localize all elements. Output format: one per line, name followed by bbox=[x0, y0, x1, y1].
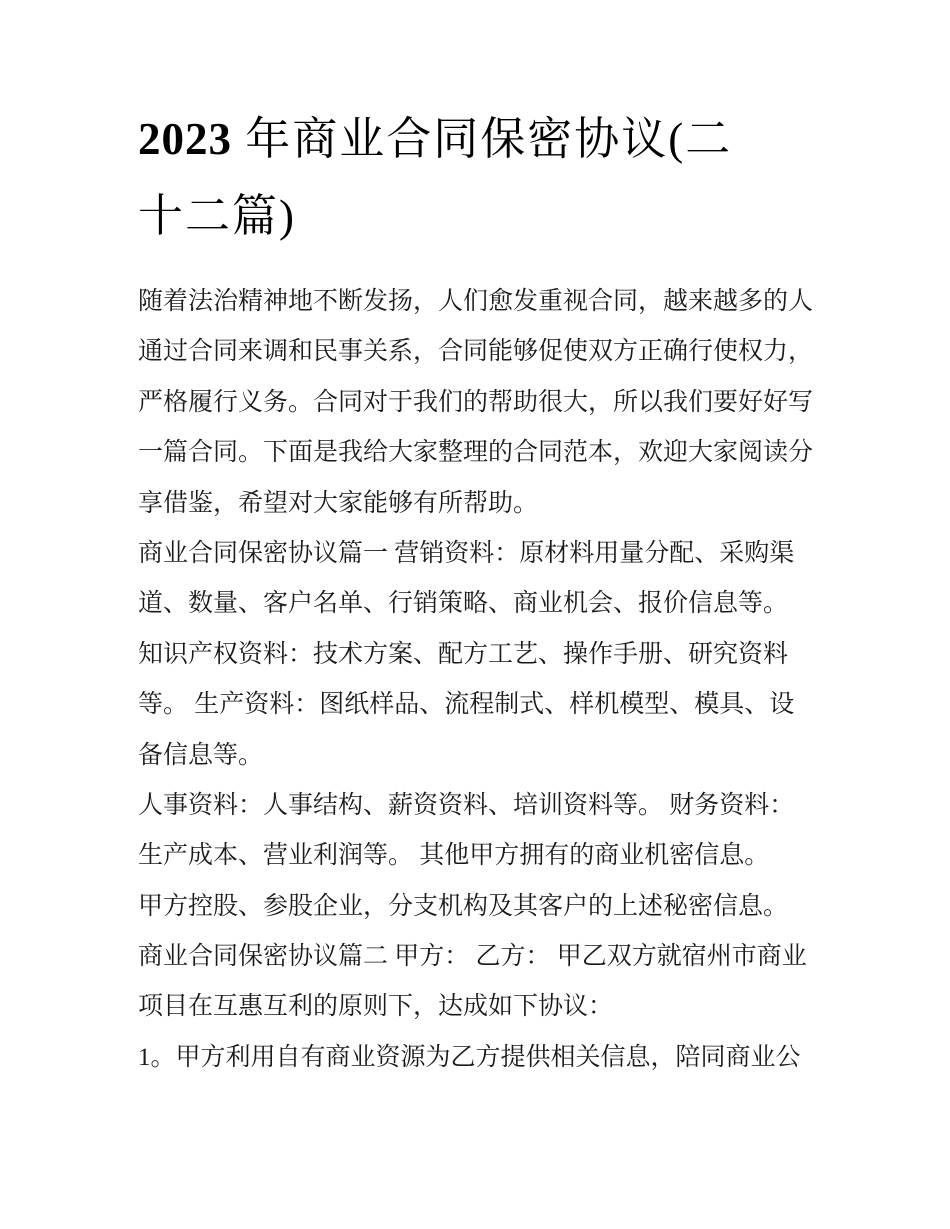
title-line-2: 十二篇) bbox=[138, 191, 296, 241]
body-line: 享借鉴，希望对大家能够有所帮助。 bbox=[138, 489, 539, 517]
body-line: 生产成本、营业利润等。 其他甲方拥有的商业机密信息。 bbox=[138, 842, 770, 870]
body-line: 商业合同保密协议篇一 营销资料：原材料用量分配、采购渠 bbox=[138, 539, 795, 567]
body-line: 1。甲方利用自有商业资源为乙方提供相关信息，陪同商业公 bbox=[138, 1043, 801, 1071]
body-line: 严格履行义务。合同对于我们的帮助很大，所以我们要好好写 bbox=[138, 388, 814, 416]
body-line: 甲方控股、参股企业，分支机构及其客户的上述秘密信息。 bbox=[138, 892, 789, 920]
title-year: 2023 bbox=[138, 114, 232, 164]
body-line: 备信息等。 bbox=[138, 741, 264, 769]
body-line: 等。 生产资料：图纸样品、流程制式、样机模型、模具、设 bbox=[138, 691, 795, 719]
body-line: 项目在互惠互利的原则下，达成如下协议： bbox=[138, 993, 614, 1021]
document-title bbox=[138, 101, 858, 255]
body-line: 知识产权资料：技术方案、配方工艺、操作手册、研究资料 bbox=[138, 640, 789, 668]
body-line: 一篇合同。下面是我给大家整理的合同范本，欢迎大家阅读分 bbox=[138, 439, 814, 467]
body-line: 道、数量、客户名单、行销策略、商业机会、报价信息等。 bbox=[138, 590, 789, 618]
body-line: 通过合同来调和民事关系，合同能够促使双方正确行使权力， bbox=[138, 338, 814, 366]
title-line-1-text: 年商业合同保密协议(二 bbox=[232, 114, 733, 164]
document-body bbox=[138, 277, 828, 1083]
title-line-1 bbox=[138, 101, 858, 178]
body-line: 人事资料：人事结构、薪资资料、培训资料等。 财务资料： bbox=[138, 791, 795, 819]
body-line: 随着法治精神地不断发扬，人们愈发重视合同，越来越多的人 bbox=[138, 288, 814, 315]
body-line: 商业合同保密协议篇二 甲方： 乙方： 甲乙双方就宿州市商业 bbox=[138, 943, 807, 971]
